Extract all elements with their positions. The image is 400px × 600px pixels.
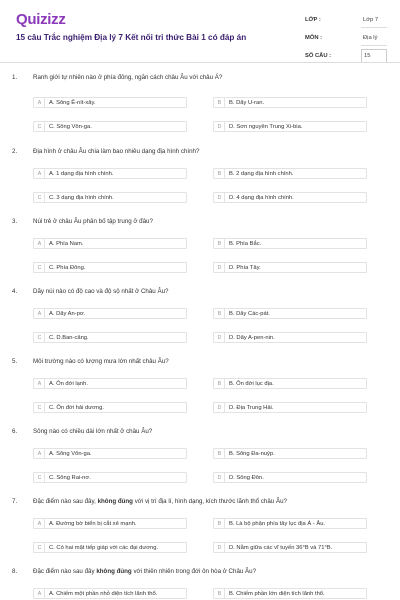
meta-label: LỚP : [305,17,321,23]
meta-label: SỐ CÂU : [305,53,332,59]
option-letter: A [35,309,45,318]
option-letter: B [215,309,225,318]
question-text-part: Đặc điểm nào sau đây, [33,498,96,505]
option-a[interactable] [33,238,187,249]
question-number: 5. [12,358,18,365]
question-text: Núi trẻ ở châu Âu phân bố tập trung ở đâu? [33,218,153,225]
option-text: B. Dãy Các-pát. [229,310,270,317]
question-text [33,568,393,575]
option-text: A. Chiếm một phần nhỏ diện tích lãnh thổ. [49,590,158,597]
option-c[interactable] [33,332,187,343]
option-c[interactable] [33,192,187,203]
option-letter: D [215,263,225,272]
option-text: A. Đường bờ biển bị cắt xẻ mạnh. [49,520,137,527]
question-number: 3. [12,218,18,225]
option-b[interactable] [213,97,367,108]
option-letter: B [215,589,225,598]
question-emphasis: không đúng [97,498,133,505]
question-stem [12,218,393,225]
option-text: B. 2 dạng địa hình chính. [229,170,294,177]
option-b[interactable] [213,448,367,459]
question-stem [12,428,393,435]
option-text: C. 3 dạng địa hình chính. [49,194,114,201]
question-stem [12,568,393,575]
question-number: 4. [12,288,18,295]
option-letter: B [215,379,225,388]
option-letter: D [215,122,225,131]
option-text: D. Sông Đôn. [229,474,264,481]
meta-value: Địa lý [361,31,387,46]
question-text: Sông nào có chiều dài lớn nhất ở châu Âu? [33,428,153,435]
question-stem [12,148,393,155]
question-text-part: Đặc điểm nào sau đây [33,568,95,575]
option-text: D. Phía Tây. [229,264,261,271]
question-text: Dãy núi nào có độ cao và độ sộ nhất ở Châu Âu? [33,288,169,295]
option-text: D. Nằm giữa các vĩ tuyến 36°B và 71°B. [229,544,333,551]
option-text: B. Là bộ phận phía tây lục địa Á - Âu. [229,520,326,527]
question-text-part: với vị trí địa lí, hình dạng, kích thước lãnh thổ châu Âu? [134,498,287,505]
option-text: B. Phía Bắc. [229,240,262,247]
option-c[interactable] [33,121,187,132]
question-emphasis: không đúng [96,568,132,575]
option-text: C. Ôn đới hải dương. [49,404,104,411]
option-a[interactable] [33,97,187,108]
option-text: C. Sông Vôn-ga. [49,123,92,130]
option-c[interactable] [33,262,187,273]
option-d[interactable] [213,121,367,132]
option-letter: C [35,263,45,272]
meta-value: 15 [361,49,387,63]
option-a[interactable] [33,518,187,529]
option-text: D. Sơn nguyên Trung Xi-bia. [229,123,303,130]
option-text: D. Địa Trung Hải. [229,404,274,411]
question-stem [12,358,393,365]
option-letter: C [35,543,45,552]
header-divider [0,62,400,63]
option-d[interactable] [213,542,367,553]
option-a[interactable] [33,448,187,459]
option-letter: D [215,543,225,552]
question-text: Ranh giới tự nhiên nào ở phía đông, ngăn cách châu Âu với châu Á? [33,74,223,81]
option-b[interactable] [213,588,367,599]
option-letter: D [215,333,225,342]
option-letter: B [215,239,225,248]
option-letter: C [35,122,45,131]
option-text: A. Sông Vôn-ga. [49,450,92,457]
question-stem [12,288,393,295]
option-letter: D [215,193,225,202]
option-letter: B [215,449,225,458]
option-d[interactable] [213,402,367,413]
question-text: Địa hình ở châu Âu chia làm bao nhiêu dạng địa hình chính? [33,148,200,155]
option-text: A. 1 dạng địa hình chính. [49,170,114,177]
option-a[interactable] [33,308,187,319]
option-letter: B [215,98,225,107]
option-c[interactable] [33,542,187,553]
option-letter: C [35,193,45,202]
option-text: B. Chiếm phần lớn diện tích lãnh thổ. [229,590,325,597]
option-b[interactable] [213,308,367,319]
meta-row-subject [305,29,387,47]
option-letter: C [35,333,45,342]
option-a[interactable] [33,168,187,179]
meta-label: MÔN : [305,35,323,41]
question-text-part: với thiên nhiên trong đới ôn hòa ở Châu Âu? [133,568,257,575]
question-number: 7. [12,498,18,505]
question-stem [12,74,393,81]
option-text: C. Có hai mặt tiếp giáp với các đại dương. [49,544,159,551]
option-text: B. Ôn đới lục địa. [229,380,274,387]
option-d[interactable] [213,332,367,343]
option-letter: B [215,519,225,528]
option-letter: A [35,589,45,598]
option-letter: D [215,403,225,412]
option-b[interactable] [213,168,367,179]
option-letter: A [35,449,45,458]
option-a[interactable] [33,588,187,599]
question-stem [12,498,393,505]
option-letter: A [35,519,45,528]
option-text: C. D.Ban-căng. [49,334,89,341]
option-text: A. Sông Ê-nít-xây. [49,99,96,106]
option-b[interactable] [213,518,367,529]
option-d[interactable] [213,262,367,273]
option-a[interactable] [33,378,187,389]
question-text [33,498,393,505]
meta-row-grade [305,11,387,29]
question-number: 8. [12,568,18,575]
question-text: Môi trường nào có lượng mưa lớn nhất châu Âu? [33,358,169,365]
option-c[interactable] [33,472,187,483]
option-text: A. Dãy An-pơ. [49,310,86,317]
option-letter: D [215,473,225,482]
meta-value: Lớp 7 [361,13,387,28]
option-text: D. Dãy A-pen-nin. [229,334,275,341]
option-text: A. Phía Nam. [49,240,84,247]
option-text: C. Sông Rai-nơ. [49,474,91,481]
option-text: B. Dãy U-ran. [229,99,265,106]
option-text: C. Phía Đông. [49,264,86,271]
option-d[interactable] [213,472,367,483]
question-number: 6. [12,428,18,435]
option-b[interactable] [213,378,367,389]
option-text: A. Ôn đới lạnh. [49,380,88,387]
option-b[interactable] [213,238,367,249]
option-letter: C [35,403,45,412]
option-text: D. 4 dạng địa hình chính. [229,194,294,201]
quiz-meta [305,11,387,65]
page-title: 15 câu Trắc nghiệm Địa lý 7 Kết nối tri thức Bài 1 có đáp án [16,33,247,42]
option-c[interactable] [33,402,187,413]
option-text: B. Sông Đa-nuýp. [229,450,275,457]
quizizz-logo[interactable]: Quizizz [16,11,66,28]
option-d[interactable] [213,192,367,203]
question-number: 2. [12,148,18,155]
option-letter: A [35,98,45,107]
option-letter: A [35,239,45,248]
option-letter: C [35,473,45,482]
question-number: 1. [12,74,18,81]
option-letter: B [215,169,225,178]
option-letter: A [35,169,45,178]
option-letter: A [35,379,45,388]
